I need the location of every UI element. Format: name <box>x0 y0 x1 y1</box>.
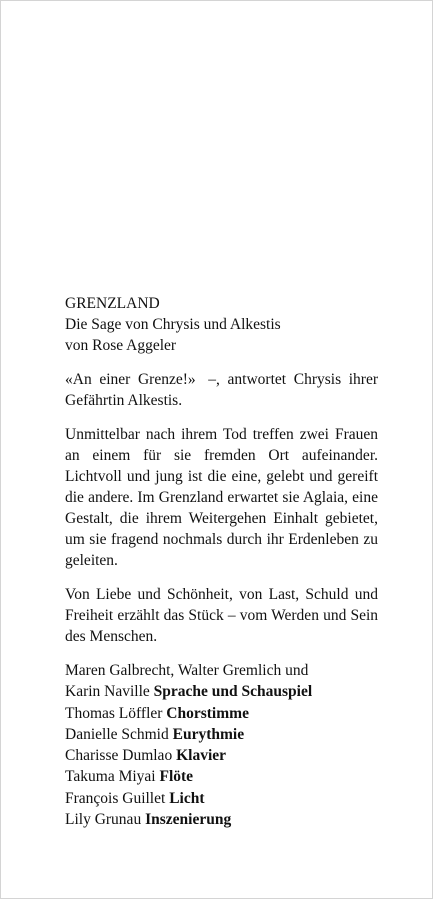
credit-line <box>65 703 378 724</box>
theme-paragraph: Von Liebe und Schönheit, von Last, Schuld und Freiheit erzählt das Stück – vom Werden und Sein des Menschen. <box>65 586 378 645</box>
text-content <box>65 293 378 830</box>
credit-line <box>65 745 378 766</box>
quote-paragraph <box>65 369 378 411</box>
document-author: von Rose Aggeler <box>65 337 177 354</box>
credit-name: François Guillet <box>65 789 166 807</box>
credits-list <box>65 660 378 830</box>
credit-line <box>65 681 378 702</box>
title-block <box>65 293 378 356</box>
credit-line <box>65 660 378 681</box>
credit-role: Klavier <box>176 747 227 765</box>
credit-name: Lily Grunau <box>65 811 142 829</box>
quote-text: «An einer Grenze!» <box>65 371 196 388</box>
credit-role: Eurythmie <box>172 725 245 743</box>
credit-role: Sprache und Schauspiel <box>153 683 313 701</box>
credit-role: Chorstimme <box>166 704 249 722</box>
quote-rest: –, antwortet Chrysis ihrer Gefährtin Alkestis. <box>65 371 379 409</box>
credit-line <box>65 788 378 809</box>
credit-line <box>65 766 378 787</box>
document-subtitle: Die Sage von Chrysis und Alkestis <box>65 316 281 333</box>
credit-line <box>65 724 378 745</box>
credit-role: Licht <box>169 789 205 807</box>
credit-name: Danielle Schmid <box>65 725 169 743</box>
credit-role: Inszenierung <box>145 811 232 829</box>
synopsis-paragraph: Unmittelbar nach ihrem Tod treffen zwei Frauen an einem für sie fremden Ort aufeinander. Lichtvoll und jung ist die eine, gelebt und gereift die andere. Im Grenzland erwartet sie Aglaia, eine Gestalt, die ihrem Weitergehen Einhalt gebietet, um sie fragend nochmals durch ihr Erdenleben zu geleiten. <box>65 426 378 569</box>
credit-line <box>65 809 378 830</box>
credit-name: Charisse Dumlao <box>65 747 173 765</box>
credit-names: Maren Galbrecht, Walter Gremlich und <box>65 662 309 679</box>
credit-name: Takuma Miyai <box>65 768 156 786</box>
credit-role: Flöte <box>159 768 194 786</box>
credit-names: Karin Naville <box>65 683 150 701</box>
credit-name: Thomas Löffler <box>65 704 163 722</box>
document-title: GRENZLAND <box>65 295 160 312</box>
